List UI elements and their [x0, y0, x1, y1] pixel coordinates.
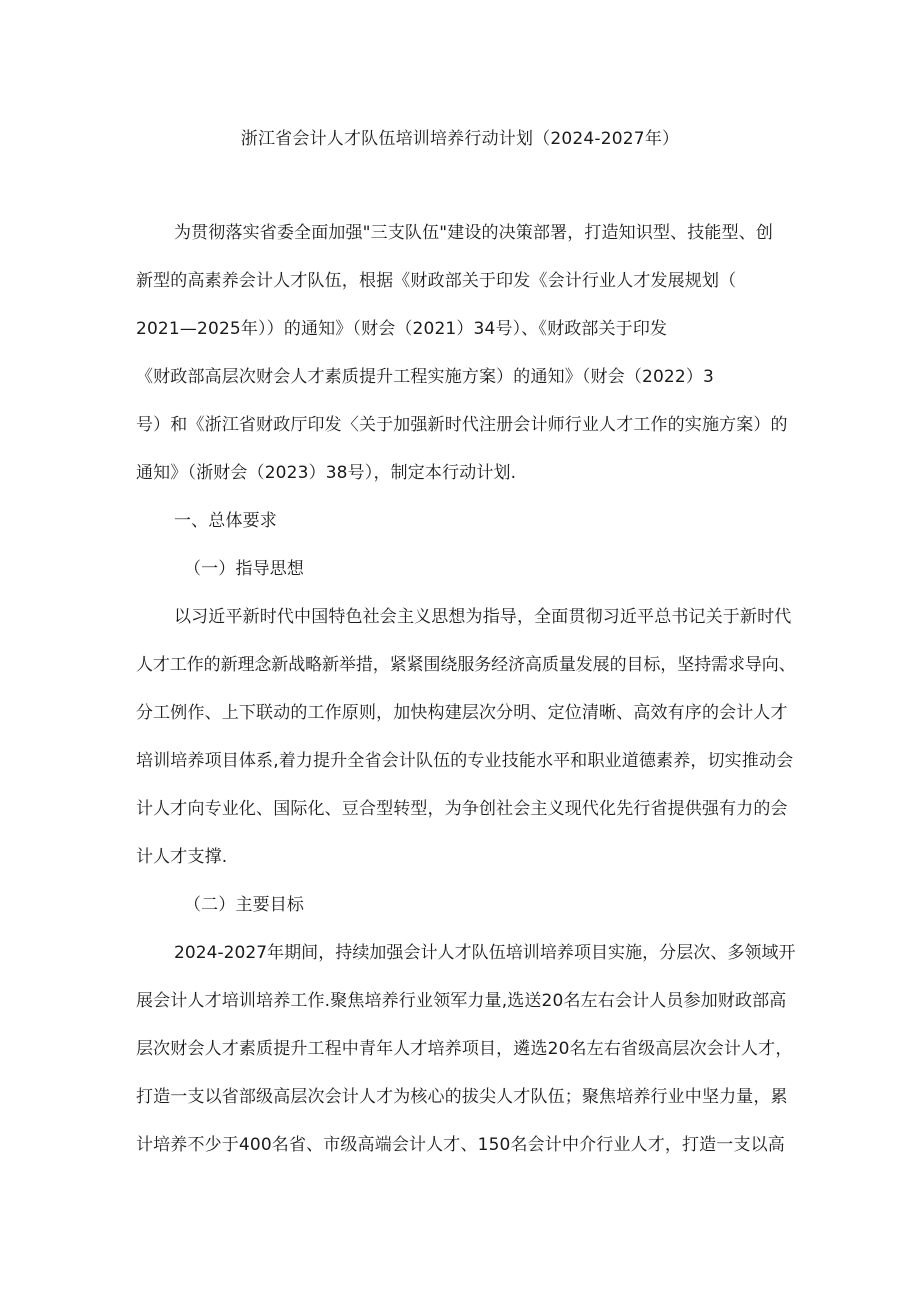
document-title: 浙江省会计人才队伍培训培养行动计划（2024-2027年）	[240, 129, 680, 149]
subsection-heading: （一）指导思想	[184, 559, 305, 579]
intro-line: 2021—2025年））的通知》（财会（2021）34号）、《财政部关于印发	[136, 319, 668, 339]
subsection-heading: （二）主要目标	[184, 895, 305, 915]
intro-line: 《财政部高层次财会人才素质提升工程实施方案）的通知》（财会（2022）3	[136, 367, 714, 387]
paragraph-line: 计人才向专业化、国际化、豆合型转型，为争创社会主义现代化先行省提供强有力的会	[136, 799, 788, 819]
paragraph-line: 培训培养项目体系,着力提升全省会计队伍的专业技能水平和职业道德素养，切实推动会	[136, 751, 794, 771]
paragraph-line: 2024-2027年期间，持续加强会计人才队伍培训培养项目实施，分层次、多领域开	[174, 943, 796, 963]
intro-line: 号）和《浙江省财政厅印发〈关于加强新时代注册会计师行业人才工作的实施方案）的	[136, 415, 788, 435]
paragraph-line: 计培养不少于400名省、市级高端会计人才、150名会计中介行业人才，打造一支以高	[136, 1135, 785, 1155]
paragraph-line: 展会计人才培训培养工作.聚焦培养行业领军力量,选送20名左右会计人员参加财政部高	[136, 991, 787, 1011]
paragraph-line: 计人才支撑.	[136, 847, 228, 867]
intro-line: 新型的高素养会计人才队伍，根据《财政部关于印发《会计行业人才发展规划（	[136, 271, 737, 291]
intro-line: 通知》（浙财会（2023）38号），制定本行动计划.	[136, 463, 517, 483]
paragraph-line: 层次财会人才素质提升工程中青年人才培养项目，遴选20名左右省级高层次会计人才，	[136, 1039, 793, 1059]
intro-line: 为贯彻落实省委全面加强"三支队伍"建设的决策部署，打造知识型、技能型、创	[174, 223, 774, 243]
paragraph-line: 打造一支以省部级高层次会计人才为核心的拔尖人才队伍；聚焦培养行业中坚力量，累	[136, 1087, 788, 1107]
paragraph-line: 以习近平新时代中国特色社会主义思想为指导，全面贯彻习近平总书记关于新时代	[174, 607, 792, 627]
paragraph-line: 分工例作、上下联动的工作原则，加快构建层次分明、定位清晰、高效有序的会计人才	[136, 703, 788, 723]
section-heading: 一、总体要求	[174, 511, 277, 531]
paragraph-line: 人才工作的新理念新战略新举措，紧紧围绕服务经济高质量发展的目标，坚持需求导向、	[136, 655, 796, 675]
